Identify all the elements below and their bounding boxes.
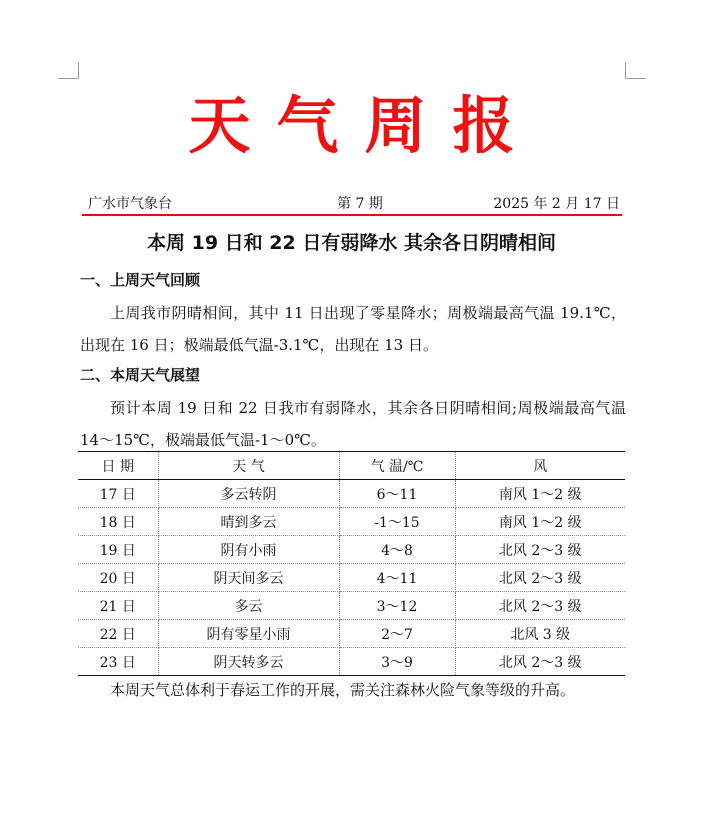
table-row <box>78 564 625 592</box>
masthead-title: 天气周报 <box>188 89 541 162</box>
cell-weather: 多云 <box>158 592 339 620</box>
cell-wind: 北风 2～3 级 <box>455 536 625 564</box>
cell-date: 18 日 <box>78 508 158 536</box>
table-row <box>78 508 625 536</box>
cell-weather: 阴天间多云 <box>158 564 339 592</box>
table-row <box>78 480 625 508</box>
cell-weather: 阴天转多云 <box>158 648 339 676</box>
red-divider-rule <box>82 214 622 216</box>
issue-number: 第 7 期 <box>337 196 383 212</box>
section-title-this-week: 二、本周天气展望 <box>80 366 201 384</box>
cell-temperature: 6～11 <box>339 480 455 508</box>
issue-date: 2025 年 2 月 17 日 <box>493 196 620 212</box>
forecast-table <box>78 451 625 676</box>
header-weather: 天 气 <box>158 452 339 480</box>
cell-temperature: -1～15 <box>339 508 455 536</box>
cell-date: 21 日 <box>78 592 158 620</box>
cell-wind: 北风 2～3 级 <box>455 564 625 592</box>
table-row <box>78 648 625 676</box>
cell-temperature: 4～11 <box>339 564 455 592</box>
header-temperature: 气 温/℃ <box>339 452 455 480</box>
cell-weather: 阴有零星小雨 <box>158 620 339 648</box>
section-title-last-week: 一、上周天气回顾 <box>80 271 201 289</box>
cell-date: 22 日 <box>78 620 158 648</box>
cell-wind: 南风 1～2 级 <box>455 480 625 508</box>
cell-date: 17 日 <box>78 480 158 508</box>
cell-wind: 北风 2～3 级 <box>455 648 625 676</box>
cell-weather: 晴到多云 <box>158 508 339 536</box>
cell-temperature: 3～9 <box>339 648 455 676</box>
closing-note: 本周天气总体利于春运工作的开展，需关注森林火险气象等级的升高。 <box>110 681 576 699</box>
cell-date: 20 日 <box>78 564 158 592</box>
forecast-table-header <box>78 452 625 480</box>
section-text-this-week: 预计本周 19 日和 22 日我市有弱降水，其余各日阴晴相间;周极端最高气温 14～15℃，极端最低气温-1～0℃。 <box>80 399 626 449</box>
header-date: 日 期 <box>78 452 158 480</box>
cell-temperature: 4～8 <box>339 536 455 564</box>
report-headline: 本周 19 日和 22 日有弱降水 其余各日阴晴相间 <box>147 232 556 254</box>
cell-wind: 南风 1～2 级 <box>455 508 625 536</box>
table-row <box>78 620 625 648</box>
crop-mark-top-right <box>625 62 646 79</box>
cell-temperature: 2～7 <box>339 620 455 648</box>
cell-temperature: 3～12 <box>339 592 455 620</box>
cell-wind: 北风 2～3 级 <box>455 592 625 620</box>
cell-wind: 北风 3 级 <box>455 620 625 648</box>
cell-weather: 多云转阴 <box>158 480 339 508</box>
cell-weather: 阴有小雨 <box>158 536 339 564</box>
table-row <box>78 592 625 620</box>
cell-date: 19 日 <box>78 536 158 564</box>
crop-mark-top-left <box>58 62 79 79</box>
cell-date: 23 日 <box>78 648 158 676</box>
section-text-last-week: 上周我市阴晴相间，其中 11 日出现了零星降水；周极端最高气温 19.1℃，出现在 16 日；极端最低气温-3.1℃，出现在 13 日。 <box>80 304 626 354</box>
table-row <box>78 536 625 564</box>
issue-info-line <box>84 193 622 215</box>
header-wind: 风 <box>455 452 625 480</box>
issuing-organization: 广水市气象台 <box>88 196 172 212</box>
